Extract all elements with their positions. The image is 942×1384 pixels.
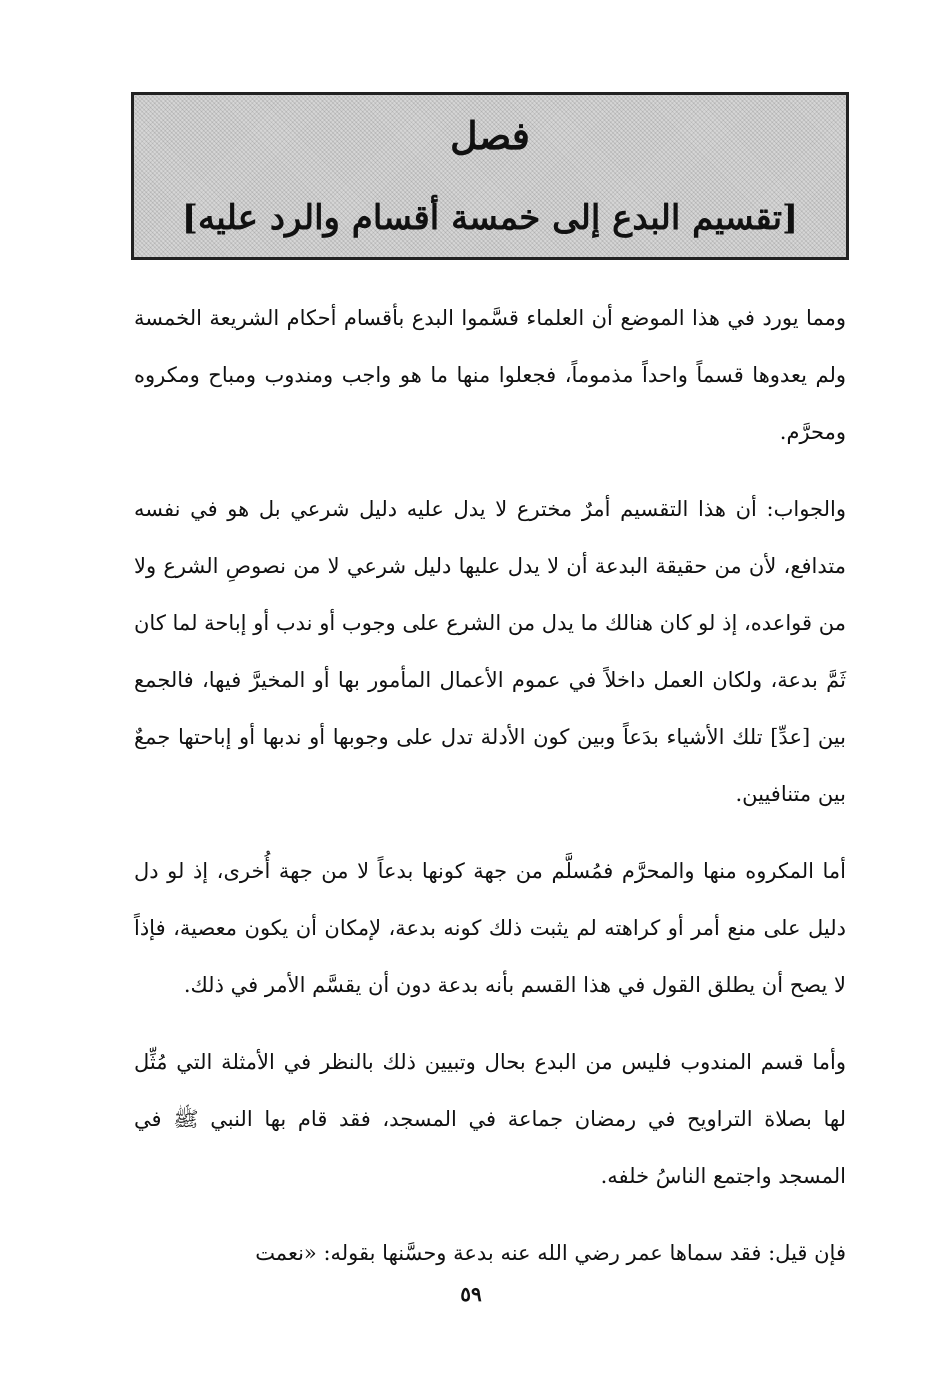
paragraph-3: أما المكروه منها والمحرَّم فمُسلَّم من جهة كونها بدعاً لا من جهة أُخرى، إذ لو دل دليل على منع أمر أو كراهته لم يثبت ذلك كونه بدعة، لإمكان أن يكون معصية، فإذاً لا يصح أن يطلق القول في هذا القسم بأنه بدعة دون أن يقسَّم الأمر في ذلك. — [134, 859, 846, 997]
paragraph-5: فإن قيل: فقد سماها عمر رضي الله عنه بدعة وحسَّنها بقوله: «نعمت — [255, 1241, 846, 1265]
page-number: ٥٩ — [460, 1282, 482, 1306]
chapter-header-box — [131, 92, 849, 260]
chapter-title: فصل — [450, 113, 530, 158]
paragraph-4: وأما قسم المندوب فليس من البدع بحال وتبيين ذلك بالنظر في الأمثلة التي مُثِّل لها بصلاة التراويح في رمضان جماعة في المسجد، فقد قام بها النبي ﷺ في المسجد واجتمع الناسُ خلفه. — [134, 1050, 846, 1188]
chapter-subtitle: [تقسيم البدع إلى خمسة أقسام والرد عليه] — [181, 198, 799, 238]
body-text — [134, 290, 846, 1282]
paragraph-1: ومما يورد في هذا الموضع أن العلماء قسَّموا البدع بأقسام أحكام الشريعة الخمسة ولم يعدوها قسماً واحداً مذموماً، فجعلوا منها ما هو واجب ومندوب ومباح ومكروه ومحرَّم. — [134, 306, 846, 444]
paragraph-2: والجواب: أن هذا التقسيم أمرٌ مخترع لا يدل عليه دليل شرعي بل هو في نفسه متدافع، لأن من حقيقة البدعة أن لا يدل عليها دليل شرعي لا من نصوصِ الشرع ولا من قواعده، إذ لو كان هنالك ما يدل من الشرع على وجوب أو ندب أو إباحة لما كان ثَمَّ بدعة، ولكان العمل داخلاً في عموم الأعمال المأمور بها أو المخيرَّ فيها، فالجمع بين [عدِّ] تلك الأشياء بدَعاً وبين كون الأدلة تدل على وجوبها أو ندبها أو إباحتها جمعٌ بين متنافيين. — [134, 497, 846, 806]
